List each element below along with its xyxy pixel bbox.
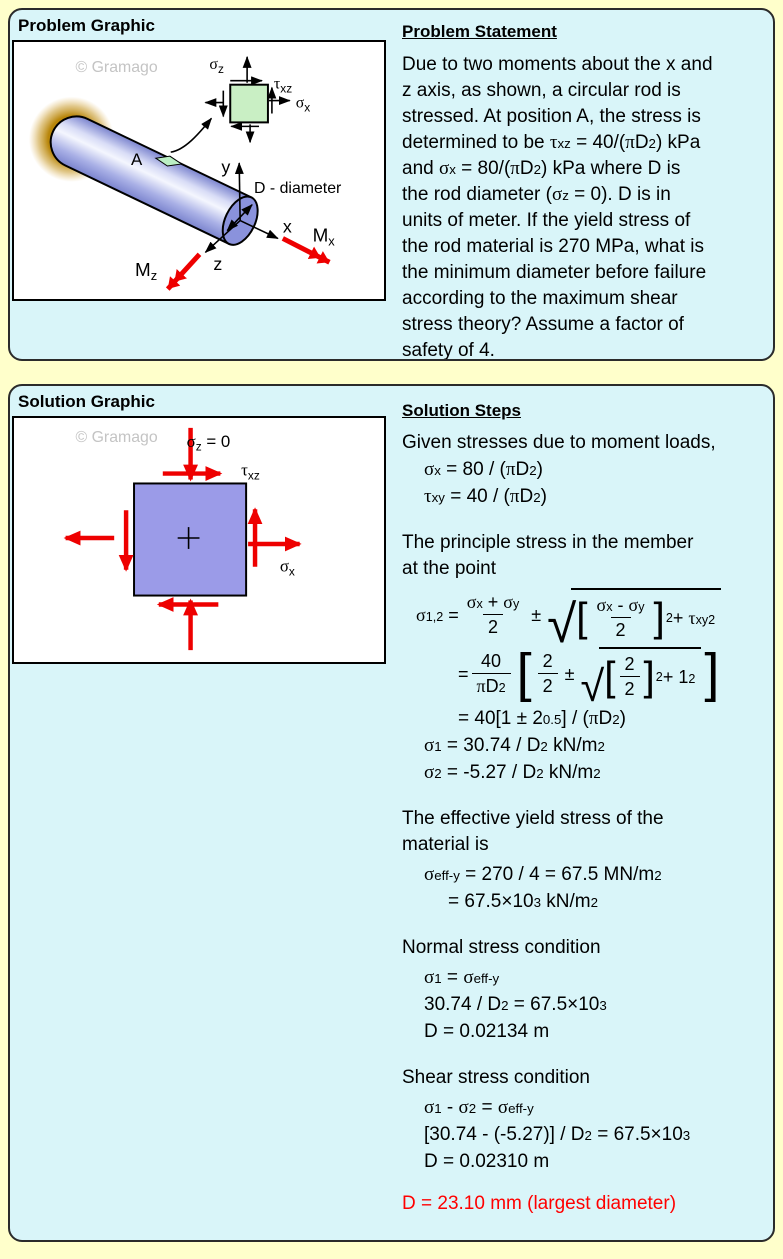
- problem-graphic-box: [12, 40, 386, 301]
- effective-yield-text: The effective yield stress of the material is: [402, 808, 664, 855]
- sigma1-result: $\sigma_1 = 30.74 / D^2$ $kN/m^2$: [424, 735, 605, 756]
- problem-statement-title: Problem Statement: [402, 22, 557, 41]
- principal-stress-formula: [416, 588, 763, 654]
- shear-eq1: $\sigma_1 - \sigma_2 = \sigma_{eff-y}$: [424, 1097, 534, 1118]
- problem-graphic-column: [10, 10, 402, 359]
- normal-condition-heading: Normal stress condition: [402, 937, 601, 958]
- square-root: √ [ $\frac{2}{2}$ ] 2 + $1^2$: [581, 647, 702, 700]
- solution-graphic-box: [12, 416, 386, 664]
- watermark: © Gramago: [75, 428, 158, 446]
- solution-steps-column: [402, 386, 773, 1240]
- tau-xz-label: $\tau_{xz}$: [241, 460, 260, 483]
- point-a-label: A: [131, 150, 143, 170]
- stress-element: [230, 85, 268, 123]
- intro-line: Given stresses due to moment loads,: [402, 432, 716, 453]
- fraction: $\frac{40}{\pi D^2}$: [472, 650, 511, 697]
- left-bracket: [: [516, 643, 532, 704]
- plus-minus: ±: [531, 604, 542, 625]
- sigma-z-label: $\sigma_z$: [209, 55, 224, 76]
- normal-eq3: D = 0.02134 m: [424, 1021, 550, 1042]
- normal-eq2: $30.74 / D^2 = 67.5\times 10^3$: [424, 994, 607, 1015]
- formula-lhs: $\sigma_{1,2}$ =: [416, 604, 459, 625]
- fraction: $\frac{\sigma_x + \sigma_y}{2}$: [466, 592, 520, 637]
- shear-condition-heading: Shear stress condition: [402, 1067, 590, 1088]
- equals: =: [458, 663, 469, 684]
- sigma-z-zero-label: $\sigma_z = 0$: [186, 431, 231, 454]
- axis-y-label: y: [221, 156, 231, 177]
- problem-statement-column: [402, 10, 775, 359]
- axis-z-label: z: [213, 254, 223, 275]
- normal-eq1: $\sigma_1 = \sigma_{eff-y}$: [424, 967, 500, 988]
- problem-graphic-drawing: [14, 42, 384, 299]
- tau-xz-label: $\tau_{xz}$: [273, 75, 293, 96]
- square-root: √ [ $\frac{\sigma_x - \sigma_y}{2}$ ] 2 + $\tau_{xy}^2$: [547, 588, 721, 641]
- effective-yield-eq1: $\sigma_{eff-y} = 270 / 4 = 67.5$ $MN/m^2$: [424, 864, 662, 885]
- fraction: $\frac{2}{2}$: [538, 650, 558, 697]
- diameter-label: D - diameter: [254, 179, 342, 197]
- problem-graphic-title: Problem Graphic: [18, 16, 155, 35]
- leader-arrow: [171, 118, 212, 152]
- solution-panel: [8, 384, 775, 1242]
- stress-element-2d: [134, 483, 246, 595]
- sigma2-result: $\sigma_2 = -5.27 / D^2$ $kN/m^2$: [424, 762, 601, 783]
- eq-sigma-x: $\sigma_x = 80 / (\pi D^2)$: [424, 459, 543, 480]
- problem-statement-text: Due to two moments about the x and z axis, as shown, a circular rod is stressed. At position A, the stress is determined to be $\tau_{xz} = 40/(\pi D^2)$ kPa and $\sigma_x = 80/(\pi D^2)$ kPa where D is the rod diameter $(\sigma_z = 0)$. D is in units of meter. If the yield stress of the rod material is 270 MPa, what is the minimum diameter before failure according to the maximum shear stress theory? Assume a factor of safety of 4.: [402, 54, 713, 361]
- shear-eq2: $[30.74 - (-5.27)] / D^2 = 67.5\times 10^3$: [424, 1124, 691, 1145]
- problem-panel: [8, 8, 775, 361]
- principal-stress-substitution: [458, 643, 763, 711]
- shear-eq3: D = 0.02310 m: [424, 1151, 550, 1172]
- final-answer: D = 23.10 mm (largest diameter): [402, 1193, 677, 1214]
- moment-z-arrow: [168, 254, 200, 289]
- effective-yield-eq2: = $67.5\times 10^3$ $kN/m^2$: [448, 891, 599, 912]
- moment-x-label: $M_x$: [312, 224, 335, 249]
- solution-graphic-drawing: [14, 418, 384, 662]
- eq-tau-xy: $\tau_{xy} = 40 / (\pi D^2)$: [424, 486, 547, 507]
- principal-simplified: = $40[1 \pm 2^{0.5}] / (\pi D^2)$: [458, 708, 626, 729]
- sigma-x-label: $\sigma_x$: [279, 556, 295, 579]
- solution-steps-title: Solution Steps: [402, 401, 521, 420]
- solution-graphic-column: [10, 386, 402, 1240]
- solution-graphic-title: Solution Graphic: [18, 392, 155, 411]
- principal-stress-text: The principle stress in the member at the point: [402, 532, 694, 579]
- watermark: © Gramago: [75, 58, 158, 76]
- axis-x-label: x: [282, 216, 292, 237]
- sigma-x-label: $\sigma_x$: [295, 94, 311, 115]
- right-bracket: ]: [704, 643, 720, 704]
- moment-z-label: $M_z$: [135, 259, 158, 284]
- plus-minus: ±: [564, 663, 575, 684]
